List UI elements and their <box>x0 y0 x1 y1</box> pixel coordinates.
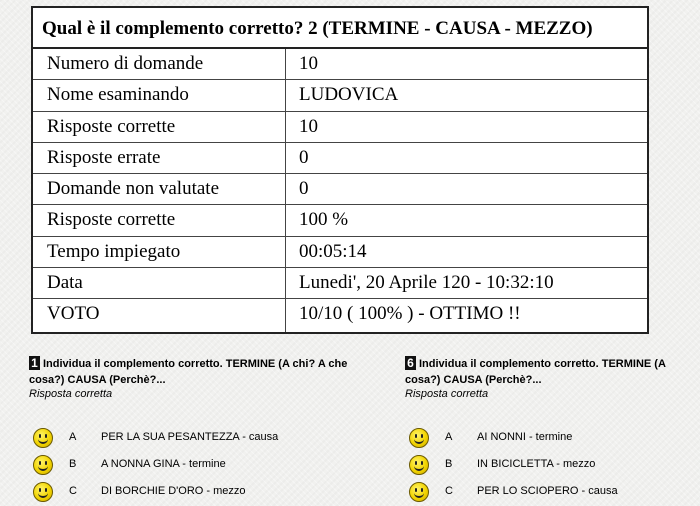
row-label: Risposte errate <box>47 146 161 168</box>
row-label: Nome esaminando <box>47 84 189 106</box>
answer-text: A NONNA GINA - termine <box>101 458 226 470</box>
table-row-correct-percent <box>33 205 647 236</box>
answer-option-c[interactable] <box>409 482 699 506</box>
answer-option-b[interactable] <box>33 455 333 479</box>
question-subtitle: Risposta corretta <box>405 388 489 400</box>
row-label: VOTO <box>47 303 100 325</box>
question-number-badge: 1 <box>29 356 40 370</box>
row-value: 0 <box>299 146 309 168</box>
table-row-examinee <box>33 80 647 111</box>
row-value: Lunedi', 20 Aprile 120 - 10:32:10 <box>299 272 554 294</box>
answer-text: AI NONNI - termine <box>477 431 573 443</box>
question-title-continued: cosa?) CAUSA (Perchè?... <box>405 374 542 386</box>
question-title: Individua il complemento corretto. TERMINE (A <box>419 358 666 370</box>
smiley-icon <box>409 455 429 475</box>
row-value: 10/10 ( 100% ) - OTTIMO !! <box>299 303 521 325</box>
row-value: 00:05:14 <box>299 240 367 262</box>
row-label: Risposte corrette <box>47 209 176 231</box>
smiley-icon <box>33 455 53 475</box>
smiley-icon <box>33 482 53 502</box>
answer-letter: A <box>69 431 77 443</box>
answer-letter: B <box>69 458 77 470</box>
question-1 <box>29 356 348 401</box>
table-row-wrong <box>33 143 647 174</box>
table-row-correct <box>33 112 647 143</box>
answer-option-c[interactable] <box>33 482 333 506</box>
answer-letter: C <box>445 485 453 497</box>
table-title: Qual è il complemento corretto? 2 (TERMINE - CAUSA - MEZZO) <box>33 8 647 49</box>
answer-option-a[interactable] <box>33 428 333 452</box>
answer-text: PER LA SUA PESANTEZZA - causa <box>101 431 279 443</box>
row-value: 100 % <box>299 209 349 231</box>
table-row-date <box>33 268 647 299</box>
table-row-question-count <box>33 49 647 80</box>
answer-letter: A <box>445 431 453 443</box>
table-row-grade <box>33 299 647 330</box>
question-title-continued: cosa?) CAUSA (Perchè?... <box>29 374 166 386</box>
row-value: 0 <box>299 178 309 200</box>
row-value: LUDOVICA <box>299 84 399 106</box>
question-6 <box>405 356 700 401</box>
results-table <box>31 6 649 334</box>
answer-text: IN BICICLETTA - mezzo <box>477 458 596 470</box>
smiley-icon <box>409 482 429 502</box>
answer-option-b[interactable] <box>409 455 699 479</box>
answer-letter: B <box>445 458 453 470</box>
row-label: Tempo impiegato <box>47 240 181 262</box>
question-number-badge: 6 <box>405 356 416 370</box>
smiley-icon <box>409 428 429 448</box>
row-label: Risposte corrette <box>47 115 176 137</box>
row-value: 10 <box>299 115 318 137</box>
answer-text: DI BORCHIE D'ORO - mezzo <box>101 485 246 497</box>
row-label: Domande non valutate <box>47 178 220 200</box>
row-value: 10 <box>299 53 318 74</box>
answer-text: PER LO SCIOPERO - causa <box>477 485 618 497</box>
question-subtitle: Risposta corretta <box>29 388 113 400</box>
table-row-not-evaluated <box>33 174 647 205</box>
answer-option-a[interactable] <box>409 428 699 452</box>
row-label: Data <box>47 272 83 294</box>
smiley-icon <box>33 428 53 448</box>
table-row-time <box>33 237 647 268</box>
question-title: Individua il complemento corretto. TERMINE (A chi? A che <box>43 358 348 370</box>
answer-letter: C <box>69 485 77 497</box>
row-label: Numero di domande <box>47 53 204 74</box>
